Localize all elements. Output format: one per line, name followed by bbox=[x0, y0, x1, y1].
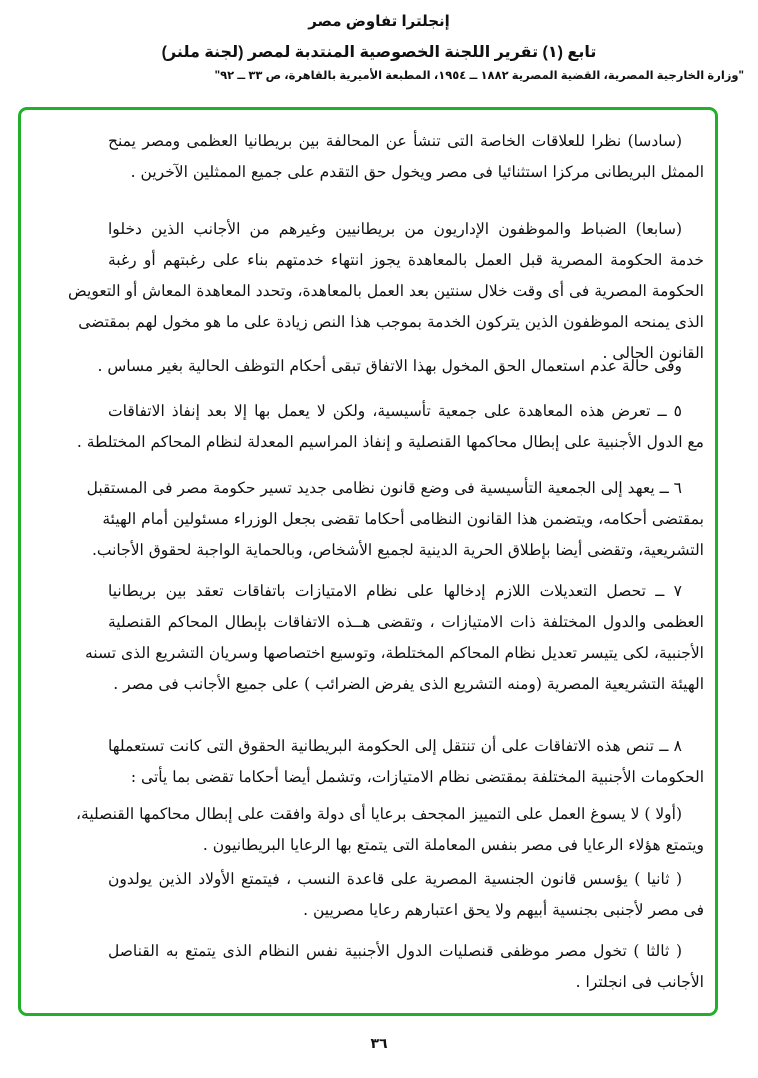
text-line: وفى حالة عدم استعمال الحق المخول بهذا الاتفاق تبقى أحكام التوظف الحالية بغير مساس . bbox=[97, 357, 682, 375]
paragraph bbox=[76, 799, 704, 861]
paragraph bbox=[108, 731, 704, 793]
text-line: (سابعا) الضباط والموظفون الإداريون من بريطانيين وغيرهم من الأجانب الذين دخلوا bbox=[108, 220, 682, 238]
text-line: الأجنبية، لكى يتيسر تعديل نظام المحاكم المختلطة، وتوسيع اختصاصها وسريان التشريع الذى تسنه bbox=[84, 644, 704, 662]
text-line: القانون الحالى . bbox=[602, 344, 704, 362]
text-line: (سادسا) نظرا للعلاقات الخاصة التى تنشأ عن المحالفة بين بريطانيا العظمى ومصر يمنح bbox=[108, 132, 682, 150]
text-line: ( ثانيا ) يؤسس قانون الجنسية المصرية على قاعدة النسب ، فيتمتع الأولاد الذين يولدون bbox=[108, 870, 682, 888]
text-line: (أولا ) لا يسوغ العمل على التمييز المجحف برعايا أى دولة وافقت على إبطال محاكمها القنصلية، bbox=[76, 805, 682, 823]
source-citation: "وزارة الخارجية المصرية، القضية المصرية ١٨٨٢ ــ ١٩٥٤، المطبعة الأميرية بالقاهرة، ص ٣٣ ــ ٩٢" bbox=[214, 70, 744, 82]
text-line: الهيئة التشريعية المصرية (ومنه التشريع الذى يفرض الضرائب ) على جميع الأجانب فى مصر . bbox=[113, 675, 704, 693]
running-title: إنجلترا تفاوض مصر bbox=[308, 13, 450, 30]
text-line: ٧ ــ تحصل التعديلات اللازم إدخالها على نظام الامتيازات باتفاقات تعقد بين بريطانيا bbox=[108, 582, 682, 600]
text-line: الحكومات الأجنبية المختلفة بمقتضى نظام الامتيازات، وتشمل أيضا أحكاما تقضى بما يأتى : bbox=[130, 768, 704, 786]
text-line: مع الدول الأجنبية على إبطال محاكمها القنصلية و إنفاذ المراسيم المعدلة لنظام المحاكم المختلطة . bbox=[76, 433, 704, 451]
text-line: العظمى والدول المختلفة ذات الامتيازات ، وتقضى هــذه الاتفاقات بإبطال المحاكم القنصلية bbox=[108, 613, 704, 631]
section-subtitle: تابع (١) تقرير اللجنة الخصوصية المنتدبة لمصر (لجنة ملنر) bbox=[161, 44, 597, 61]
paragraph bbox=[68, 214, 704, 369]
text-line: ٥ ــ تعرض هذه المعاهدة على جمعية تأسيسية، ولكن لا يعمل بها إلا بعد إنفاذ الاتفاقات bbox=[108, 402, 682, 420]
text-line: فى مصر لأجنبى بجنسية أبيهم ولا يحق اعتبارهم رعايا مصريين . bbox=[303, 901, 704, 919]
paragraph bbox=[108, 864, 704, 926]
page-number: ٣٦ bbox=[370, 1036, 388, 1052]
paragraph bbox=[108, 936, 704, 998]
text-line: ٨ ــ تنص هذه الاتفاقات على أن تنتقل إلى الحكومة البريطانية الحقوق التى كانت تستعملها bbox=[108, 737, 682, 755]
paragraph bbox=[84, 576, 704, 700]
text-line: الممثل البريطانى مركزا استثنائيا فى مصر ويخول حق التقدم على جميع الممثلين الآخرين . bbox=[130, 163, 704, 181]
paragraph bbox=[97, 351, 704, 382]
text-line: ٦ ــ يعهد إلى الجمعية التأسيسية فى وضع قانون نظامى جديد تسير حكومة مصر فى المستقبل bbox=[86, 479, 682, 497]
text-line: ( ثالثا ) تخول مصر موظفى قنصليات الدول الأجنبية نفس النظام الذى يتمتع به القناصل bbox=[108, 942, 682, 960]
paragraph bbox=[86, 473, 704, 566]
paragraph bbox=[108, 126, 704, 188]
text-line: الذى يمنحه الموظفون الذين يتركون الخدمة بموجب هذا النص زيادة على ما هو مخول لهم بمقتضى bbox=[78, 313, 704, 331]
paragraph bbox=[76, 396, 704, 458]
text-line: ويتمتع هؤلاء الرعايا فى مصر بنفس المعاملة التى يتمتع بها الرعايا البريطانيون . bbox=[202, 836, 704, 854]
text-line: خدمة الحكومة المصرية قبل العمل بالمعاهدة يجوز انتهاء خدمتهم بناء على رغبتهم أو رغبة bbox=[108, 251, 704, 269]
text-line: بمقتضى أحكامه، ويتضمن هذا القانون النظامى أحكاما تقضى بجعل الوزراء مسئولين أمام الهيئة bbox=[102, 510, 704, 528]
text-line: الحكومة المصرية فى أى وقت خلال سنتين بعد العمل بالمعاهدة، وتحدد المعاهدة المعاش أو التعويض bbox=[68, 282, 704, 300]
text-line: التشريعية، وتقضى أيضا بإطلاق الحرية الدينية لجميع الأشخاص، وبالحماية الواجبة لحقوق الأجانب. bbox=[91, 541, 704, 559]
text-line: الأجانب فى انجلترا . bbox=[575, 973, 704, 991]
